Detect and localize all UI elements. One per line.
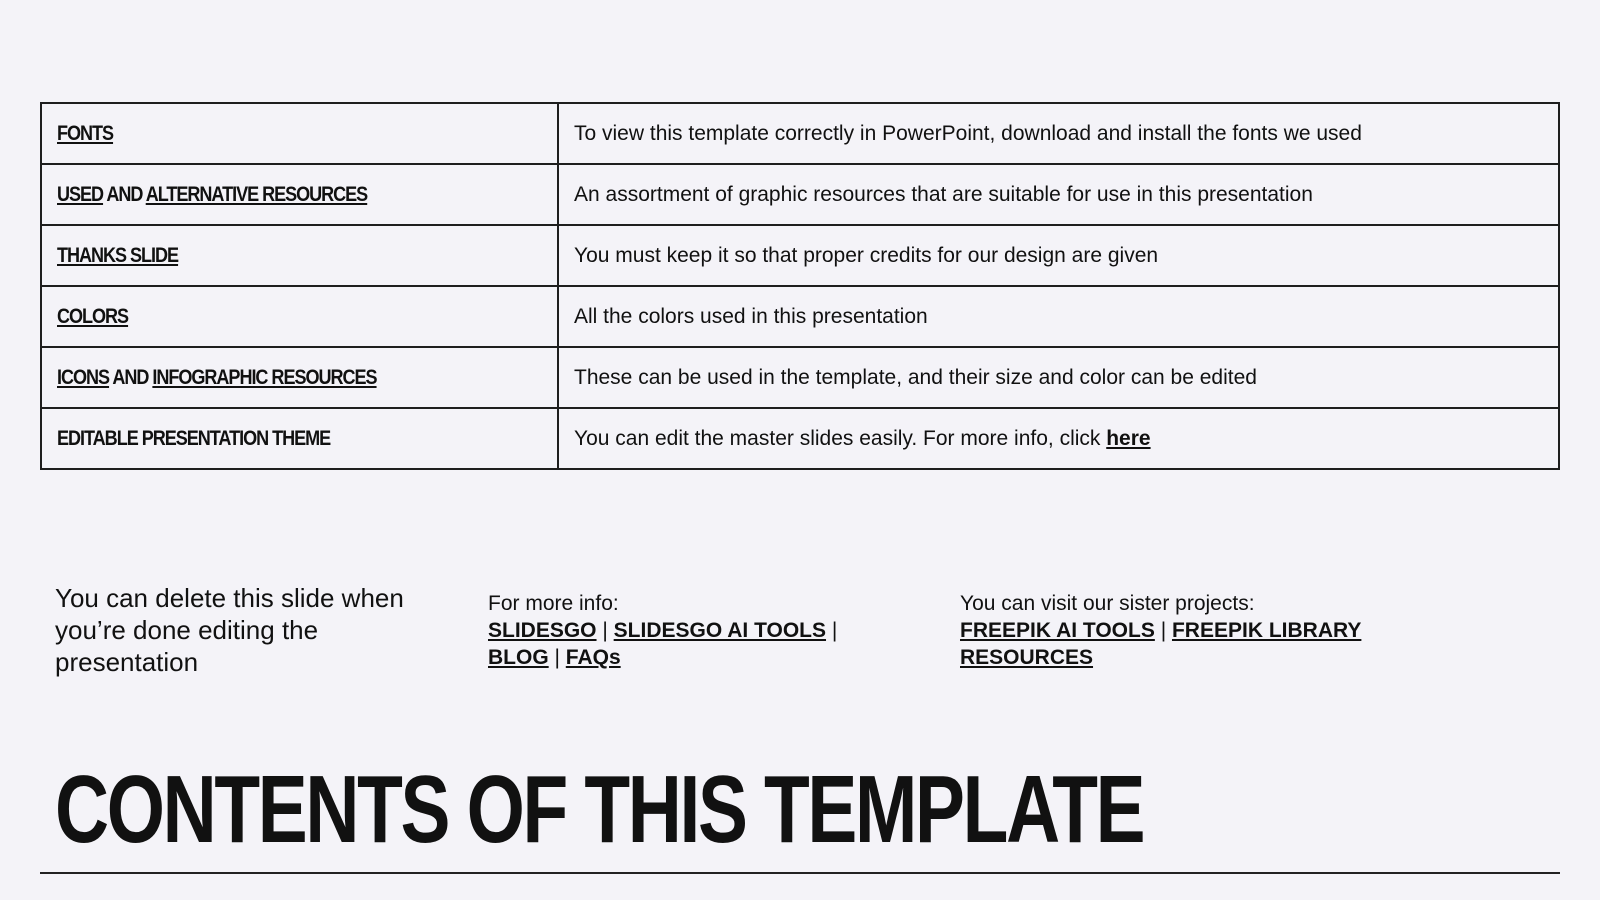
- delete-note: You can delete this slide when you’re done editing the presentation: [55, 583, 404, 677]
- description-text: An assortment of graphic resources that are suitable for use in this presentation: [574, 182, 1313, 206]
- row-label: [57, 122, 113, 146]
- description-text: You can edit the master slides easily. For more info, click: [574, 426, 1107, 450]
- more-info-heading: For more info:: [488, 592, 619, 615]
- row-description: [574, 244, 1158, 267]
- row-label: [57, 366, 377, 390]
- row-label-cell: [41, 286, 558, 347]
- table-row: [41, 347, 1559, 408]
- row-description-cell: [558, 164, 1559, 225]
- row-label-cell: [41, 347, 558, 408]
- sister-projects-links: [960, 617, 1380, 671]
- row-label-cell: [41, 164, 558, 225]
- label-text: AND: [109, 365, 153, 389]
- row-description: [574, 305, 928, 328]
- page-title: CONTENTS OF THIS TEMPLATE: [55, 756, 1144, 863]
- slidesgo-link[interactable]: SLIDESGO: [488, 619, 597, 642]
- row-description-cell: [558, 286, 1559, 347]
- row-label: [57, 305, 128, 329]
- here-link[interactable]: here: [1106, 426, 1151, 450]
- row-description-cell: [558, 103, 1559, 164]
- slidesgo-ai-tools-link[interactable]: SLIDESGO AI TOOLS: [613, 619, 827, 642]
- table-row: [41, 286, 1559, 347]
- row-description-cell: [558, 408, 1559, 469]
- description-text: You must keep it so that proper credits for our design are given: [574, 243, 1159, 267]
- row-description-cell: [558, 225, 1559, 286]
- separator: |: [826, 619, 838, 642]
- table-row: [41, 164, 1559, 225]
- label-text: EDITABLE PRESENTATION THEME: [57, 426, 331, 450]
- more-info-links: [488, 617, 868, 671]
- faqs-link[interactable]: FAQs: [565, 646, 621, 669]
- row-label-cell: [41, 225, 558, 286]
- row-description: [574, 122, 1362, 145]
- more-info-block: [488, 590, 868, 671]
- row-label: [57, 244, 178, 268]
- freepik-ai-tools-link[interactable]: FREEPIK AI TOOLS: [960, 619, 1155, 642]
- row-label-cell: [41, 408, 558, 469]
- sister-projects-heading: You can visit our sister projects:: [960, 592, 1255, 615]
- contents-table: [40, 102, 1560, 470]
- row-description-cell: [558, 347, 1559, 408]
- description-text: To view this template correctly in PowerPoint, download and install the fonts we used: [574, 121, 1362, 145]
- label-link[interactable]: ALTERNATIVE RESOURCES: [145, 182, 368, 206]
- separator: |: [1154, 619, 1172, 642]
- label-link[interactable]: THANKS SLIDE: [57, 243, 179, 267]
- label-link[interactable]: FONTS: [57, 121, 114, 145]
- description-text: All the colors used in this presentation: [574, 304, 928, 328]
- table-row: [41, 225, 1559, 286]
- row-description: [574, 183, 1313, 206]
- table-row: [41, 408, 1559, 469]
- separator: |: [548, 646, 566, 669]
- row-description: [574, 427, 1151, 450]
- row-label-cell: [41, 103, 558, 164]
- row-label: [57, 183, 367, 207]
- sister-projects-block: [960, 590, 1380, 671]
- separator: |: [596, 619, 614, 642]
- description-text: These can be used in the template, and their size and color can be edited: [574, 365, 1257, 389]
- label-link[interactable]: INFOGRAPHIC RESOURCES: [152, 365, 377, 389]
- blog-link[interactable]: BLOG: [488, 646, 549, 669]
- label-text: AND: [103, 182, 146, 206]
- row-label: [57, 427, 330, 451]
- title-underline-divider: [40, 872, 1560, 874]
- row-description: [574, 366, 1257, 389]
- label-link[interactable]: ICONS: [57, 365, 110, 389]
- freepik-library-resources-link[interactable]: FREEPIK LIBRARY RESOURCES: [960, 619, 1362, 669]
- table-row: [41, 103, 1559, 164]
- label-link[interactable]: COLORS: [57, 304, 129, 328]
- label-link[interactable]: USED: [57, 182, 104, 206]
